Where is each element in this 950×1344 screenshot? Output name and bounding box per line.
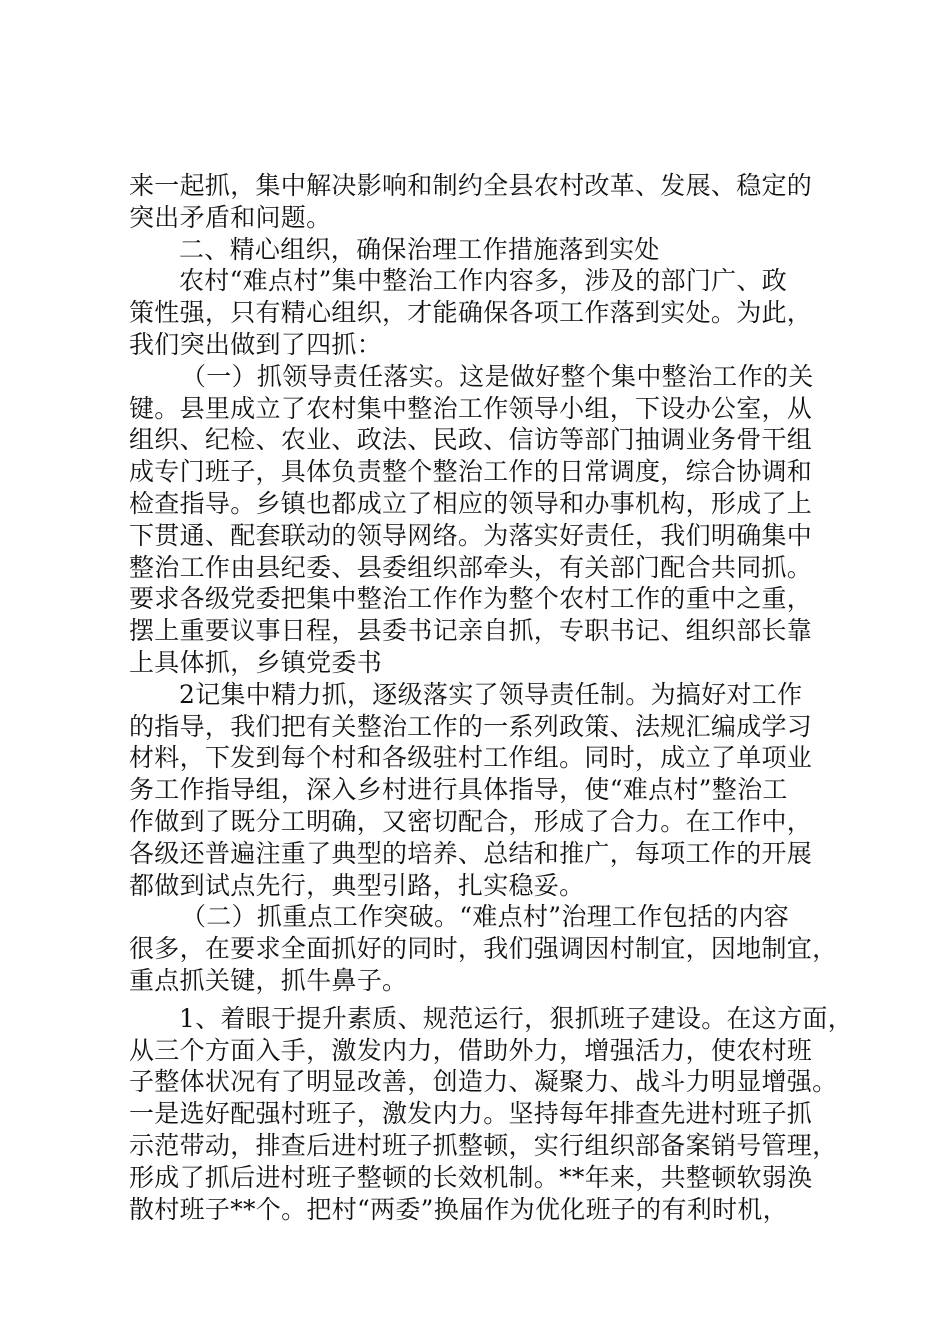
text-line: 组织、纪检、农业、政法、民政、信访等部门抽调业务骨干组 (129, 425, 813, 455)
text-line: 作做到了既分工明确，又密切配合，形成了合力。在工作中， (129, 806, 813, 836)
text-line: 农村“难点村”集中整治工作内容多，涉及的部门广、政 (179, 266, 788, 296)
text-line: 各级还普遍注重了典型的培养、总结和推广，每项工作的开展 (129, 838, 813, 868)
text-line: 很多，在要求全面抓好的同时，我们强调因村制宜，因地制宜， (129, 934, 838, 964)
text-line: 1、着眼于提升素质、规范运行，狠抓班子建设。在这方面， (179, 1003, 854, 1033)
text-line: 键。县里成立了农村集中整治工作领导小组，下设办公室，从 (129, 393, 813, 423)
section-heading: 二、精心组织，确保治理工作措施落到实处 (179, 234, 660, 264)
text-line: 形成了抓后进村班子整顿的长效机制。**年来，共整顿软弱涣 (129, 1162, 813, 1192)
text-line: 要求各级党委把集中整治工作作为整个农村工作的重中之重， (129, 584, 813, 614)
text-line: 示范带动，排查后进村班子抓整顿，实行组织部备案销号管理， (129, 1130, 838, 1160)
text-line: 策性强，只有精心组织，才能确保各项工作落到实处。为此， (129, 298, 813, 328)
text-line: 摆上重要议事日程，县委书记亲自抓，专职书记、组织部长靠 (129, 616, 813, 646)
text-line: 成专门班子，具体负责整个整治工作的日常调度，综合协调和 (129, 457, 813, 487)
text-line: 都做到试点先行，典型引路，扎实稳妥。 (129, 870, 585, 900)
text-line: 我们突出做到了四抓： (129, 329, 383, 359)
text-line: 检查指导。乡镇也都成立了相应的领导和办事机构，形成了上 (129, 488, 813, 518)
text-line: 2记集中精力抓，逐级落实了领导责任制。为搞好对工作 (179, 679, 803, 709)
subsection-heading: （一）抓领导责任落实。这是做好整个集中整治工作的关 (181, 361, 814, 391)
text-line: 务工作指导组，深入乡村进行具体指导，使“难点村”整治工 (129, 775, 788, 805)
text-line: 整治工作由县纪委、县委组织部牵头，有关部门配合共同抓。 (129, 552, 813, 582)
text-line: 上具体抓，乡镇党委书 (129, 647, 383, 677)
text-line: 从三个方面入手，激发内力，借助外力，增强活力，使农村班 (129, 1035, 813, 1065)
text-line: 重点抓关键，抓牛鼻子。 (129, 965, 408, 995)
text-line: 的指导，我们把有关整治工作的一系列政策、法规汇编成学习 (129, 711, 813, 741)
document-body (129, 170, 854, 1225)
text-line: 散村班子**个。把村“两委”换届作为优化班子的有利时机， (129, 1194, 788, 1224)
text-line: 材料，下发到每个村和各级驻村工作组。同时，成立了单项业 (129, 743, 813, 773)
text-line: 突出矛盾和问题。 (129, 202, 332, 232)
text-line: 来一起抓，集中解决影响和制约全县农村改革、发展、稳定的 (129, 171, 813, 200)
text-line: 下贯通、配套联动的领导网络。为落实好责任，我们明确集中 (129, 520, 813, 550)
text-line: 一是选好配强村班子，激发内力。坚持每年排查先进村班子抓 (129, 1099, 813, 1129)
text-line: 子整体状况有了明显改善，创造力、凝聚力、战斗力明显增强。 (129, 1067, 838, 1097)
subsection-heading: （二）抓重点工作突破。“难点村”治理工作包括的内容 (181, 902, 790, 932)
